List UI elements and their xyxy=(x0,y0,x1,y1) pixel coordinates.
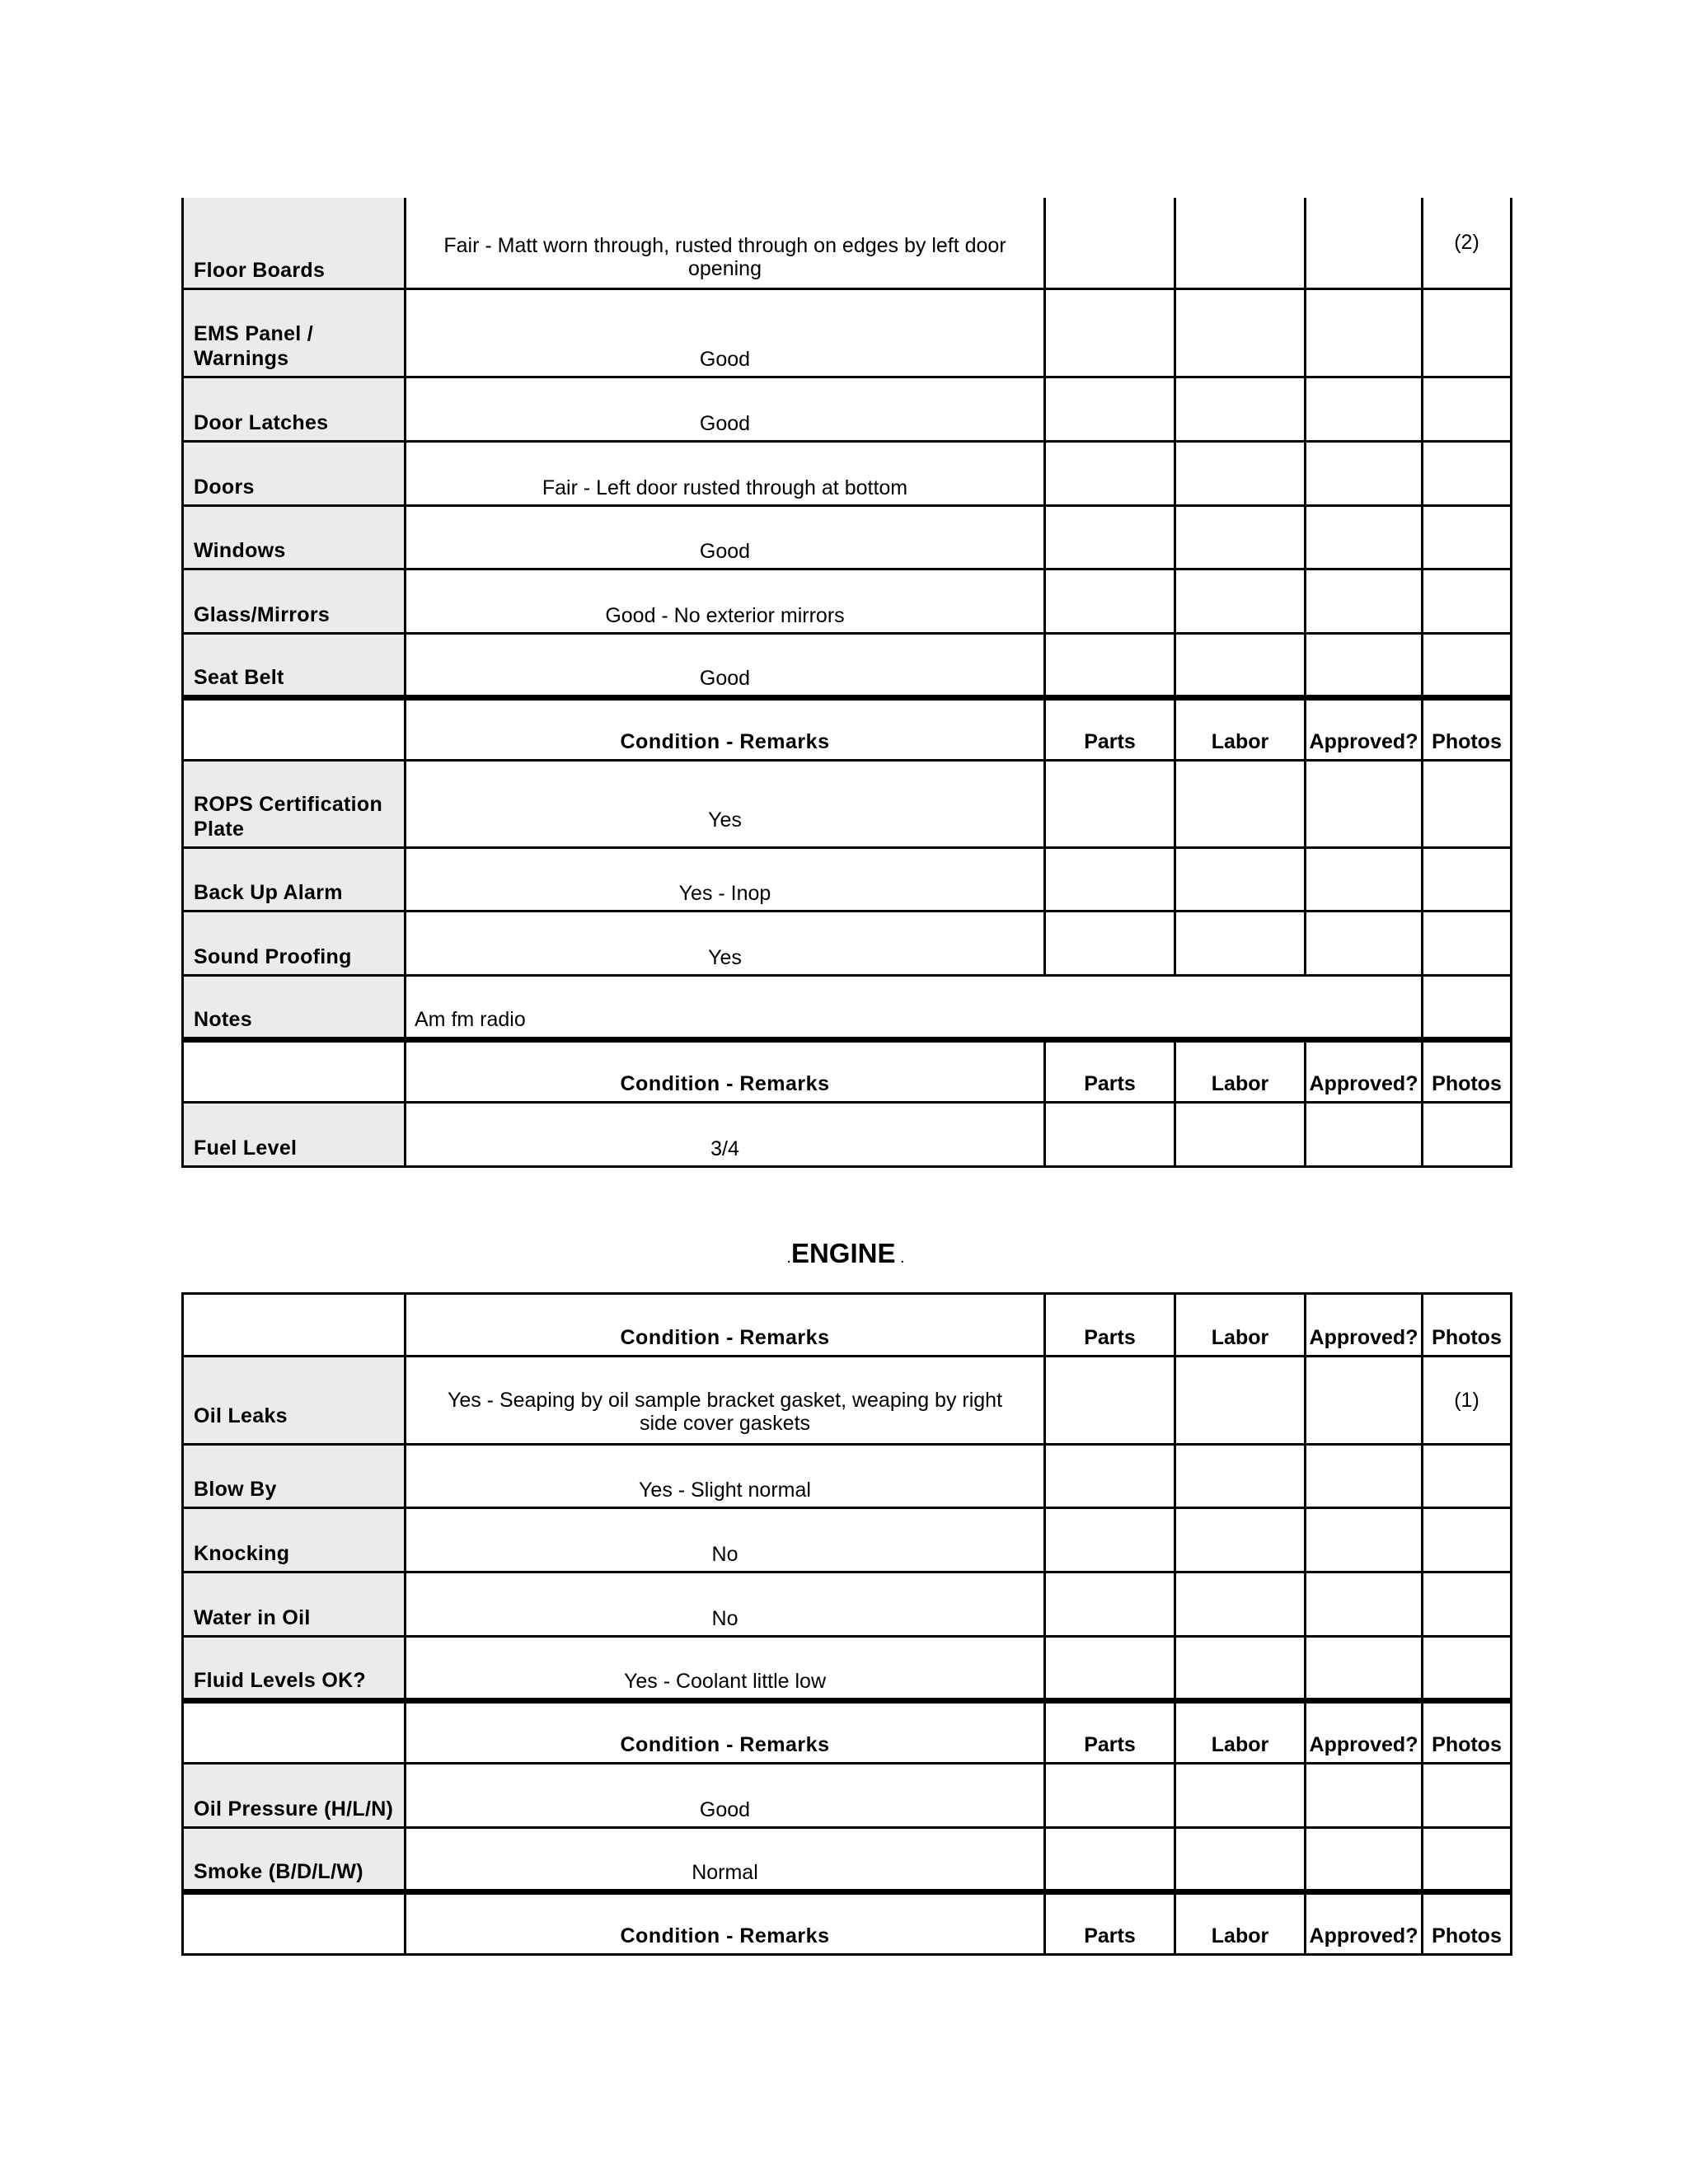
photos-cell xyxy=(1423,1828,1512,1892)
row-label: Blow By xyxy=(183,1445,406,1508)
title-dot: . xyxy=(895,1249,905,1267)
header-condition: Condition - Remarks xyxy=(406,697,1045,760)
approved-cell xyxy=(1306,1445,1423,1508)
header-blank xyxy=(183,1701,406,1764)
labor-cell xyxy=(1175,441,1306,505)
row-label: Fuel Level xyxy=(183,1102,406,1166)
column-header-row xyxy=(183,1039,1512,1102)
table-row xyxy=(183,1102,1512,1166)
row-label: Smoke (B/D/L/W) xyxy=(183,1828,406,1892)
photos-cell xyxy=(1423,569,1512,633)
table-row xyxy=(183,1637,1512,1701)
row-label: Knocking xyxy=(183,1508,406,1572)
column-header-row xyxy=(183,1294,1512,1357)
photos-cell xyxy=(1423,911,1512,975)
photos-cell xyxy=(1423,1445,1512,1508)
photos-cell xyxy=(1423,377,1512,441)
row-label: Windows xyxy=(183,505,406,569)
header-blank xyxy=(183,1039,406,1102)
table-row xyxy=(183,288,1512,377)
header-approved: Approved? xyxy=(1306,1892,1423,1955)
labor-cell xyxy=(1175,1764,1306,1828)
row-label: Floor Boards xyxy=(183,198,406,288)
header-approved: Approved? xyxy=(1306,697,1423,760)
row-label: ROPS Certification Plate xyxy=(183,760,406,847)
parts-cell xyxy=(1045,1764,1175,1828)
approved-cell xyxy=(1306,911,1423,975)
condition-cell: No xyxy=(406,1572,1045,1637)
condition-cell: Yes - Seaping by oil sample bracket gasket, weaping by right side cover gaskets xyxy=(406,1357,1045,1445)
approved-cell xyxy=(1306,569,1423,633)
labor-cell xyxy=(1175,377,1306,441)
header-approved: Approved? xyxy=(1306,1701,1423,1764)
header-labor: Labor xyxy=(1175,697,1306,760)
labor-cell xyxy=(1175,1572,1306,1637)
table-row xyxy=(183,911,1512,975)
header-photos: Photos xyxy=(1423,1039,1512,1102)
header-approved: Approved? xyxy=(1306,1039,1423,1102)
header-condition: Condition - Remarks xyxy=(406,1294,1045,1357)
table-row xyxy=(183,847,1512,911)
header-photos: Photos xyxy=(1423,697,1512,760)
parts-cell xyxy=(1045,569,1175,633)
engine-inspection-table xyxy=(181,1292,1512,1956)
photos-cell xyxy=(1423,441,1512,505)
photos-cell xyxy=(1423,1637,1512,1701)
labor-cell xyxy=(1175,633,1306,697)
condition-cell: Normal xyxy=(406,1828,1045,1892)
parts-cell xyxy=(1045,911,1175,975)
table-row xyxy=(183,1357,1512,1445)
header-parts: Parts xyxy=(1045,1701,1175,1764)
title-dot: . xyxy=(786,1249,791,1267)
notes-row xyxy=(183,975,1512,1039)
approved-cell xyxy=(1306,1828,1423,1892)
row-label: Doors xyxy=(183,441,406,505)
labor-cell xyxy=(1175,1357,1306,1445)
parts-cell xyxy=(1045,377,1175,441)
parts-cell xyxy=(1045,1357,1175,1445)
row-label: Fluid Levels OK? xyxy=(183,1637,406,1701)
table-row xyxy=(183,198,1512,288)
parts-cell xyxy=(1045,760,1175,847)
cab-inspection-table xyxy=(181,198,1512,1168)
parts-cell xyxy=(1045,1828,1175,1892)
approved-cell xyxy=(1306,847,1423,911)
header-parts: Parts xyxy=(1045,697,1175,760)
column-header-row xyxy=(183,1701,1512,1764)
row-label: EMS Panel / Warnings xyxy=(183,288,406,377)
notes-label: Notes xyxy=(183,975,406,1039)
approved-cell xyxy=(1306,1357,1423,1445)
photos-cell xyxy=(1423,288,1512,377)
header-labor: Labor xyxy=(1175,1701,1306,1764)
header-parts: Parts xyxy=(1045,1039,1175,1102)
header-photos: Photos xyxy=(1423,1294,1512,1357)
photos-cell xyxy=(1423,1572,1512,1637)
approved-cell xyxy=(1306,633,1423,697)
table-row xyxy=(183,1828,1512,1892)
approved-cell xyxy=(1306,760,1423,847)
row-label: Sound Proofing xyxy=(183,911,406,975)
approved-cell xyxy=(1306,198,1423,288)
row-label: Seat Belt xyxy=(183,633,406,697)
parts-cell xyxy=(1045,1508,1175,1572)
approved-cell xyxy=(1306,1102,1423,1166)
condition-cell: Yes - Coolant little low xyxy=(406,1637,1045,1701)
header-labor: Labor xyxy=(1175,1294,1306,1357)
photos-cell xyxy=(1423,847,1512,911)
parts-cell xyxy=(1045,633,1175,697)
approved-cell xyxy=(1306,377,1423,441)
section-title-text: ENGINE xyxy=(790,1238,896,1268)
row-label: Glass/Mirrors xyxy=(183,569,406,633)
photos-cell: (2) xyxy=(1423,198,1512,288)
labor-cell xyxy=(1175,1445,1306,1508)
approved-cell xyxy=(1306,288,1423,377)
condition-cell: Fair - Left door rusted through at bottom xyxy=(406,441,1045,505)
row-label: Oil Leaks xyxy=(183,1357,406,1445)
photos-cell xyxy=(1423,760,1512,847)
condition-cell: Fair - Matt worn through, rusted through on edges by left door opening xyxy=(406,198,1045,288)
condition-cell: Yes xyxy=(406,911,1045,975)
header-photos: Photos xyxy=(1423,1892,1512,1955)
section-title-engine xyxy=(181,1238,1510,1269)
photos-cell: (1) xyxy=(1423,1357,1512,1445)
labor-cell xyxy=(1175,288,1306,377)
approved-cell xyxy=(1306,441,1423,505)
labor-cell xyxy=(1175,1637,1306,1701)
parts-cell xyxy=(1045,505,1175,569)
header-parts: Parts xyxy=(1045,1892,1175,1955)
header-approved: Approved? xyxy=(1306,1294,1423,1357)
parts-cell xyxy=(1045,1102,1175,1166)
table-row xyxy=(183,633,1512,697)
row-label: Oil Pressure (H/L/N) xyxy=(183,1764,406,1828)
labor-cell xyxy=(1175,505,1306,569)
table-row xyxy=(183,1764,1512,1828)
table-row xyxy=(183,1508,1512,1572)
condition-cell: Yes xyxy=(406,760,1045,847)
header-condition: Condition - Remarks xyxy=(406,1039,1045,1102)
header-labor: Labor xyxy=(1175,1892,1306,1955)
labor-cell xyxy=(1175,1508,1306,1572)
parts-cell xyxy=(1045,1445,1175,1508)
table-row xyxy=(183,569,1512,633)
labor-cell xyxy=(1175,1828,1306,1892)
condition-cell: Yes - Slight normal xyxy=(406,1445,1045,1508)
row-label: Door Latches xyxy=(183,377,406,441)
condition-cell: Good xyxy=(406,633,1045,697)
header-labor: Labor xyxy=(1175,1039,1306,1102)
labor-cell xyxy=(1175,198,1306,288)
header-blank xyxy=(183,1892,406,1955)
notes-text: Am fm radio xyxy=(406,975,1423,1039)
parts-cell xyxy=(1045,198,1175,288)
parts-cell xyxy=(1045,288,1175,377)
header-blank xyxy=(183,1294,406,1357)
approved-cell xyxy=(1306,1508,1423,1572)
photos-cell xyxy=(1423,1102,1512,1166)
condition-cell: No xyxy=(406,1508,1045,1572)
condition-cell: Yes - Inop xyxy=(406,847,1045,911)
row-label: Water in Oil xyxy=(183,1572,406,1637)
photos-cell xyxy=(1423,1764,1512,1828)
parts-cell xyxy=(1045,1637,1175,1701)
table-row xyxy=(183,760,1512,847)
condition-cell: Good xyxy=(406,288,1045,377)
column-header-row xyxy=(183,1892,1512,1955)
photos-cell xyxy=(1423,1508,1512,1572)
labor-cell xyxy=(1175,911,1306,975)
header-blank xyxy=(183,697,406,760)
table-row xyxy=(183,1445,1512,1508)
labor-cell xyxy=(1175,760,1306,847)
header-parts: Parts xyxy=(1045,1294,1175,1357)
approved-cell xyxy=(1306,1637,1423,1701)
table-row xyxy=(183,377,1512,441)
photos-cell xyxy=(1423,975,1512,1039)
parts-cell xyxy=(1045,847,1175,911)
photos-cell xyxy=(1423,505,1512,569)
labor-cell xyxy=(1175,569,1306,633)
header-condition: Condition - Remarks xyxy=(406,1892,1045,1955)
column-header-row xyxy=(183,697,1512,760)
photos-cell xyxy=(1423,633,1512,697)
row-label: Back Up Alarm xyxy=(183,847,406,911)
condition-cell: Good xyxy=(406,377,1045,441)
table-row xyxy=(183,441,1512,505)
parts-cell xyxy=(1045,441,1175,505)
condition-cell: Good - No exterior mirrors xyxy=(406,569,1045,633)
parts-cell xyxy=(1045,1572,1175,1637)
approved-cell xyxy=(1306,505,1423,569)
table-row xyxy=(183,505,1512,569)
table-row xyxy=(183,1572,1512,1637)
condition-cell: Good xyxy=(406,505,1045,569)
approved-cell xyxy=(1306,1572,1423,1637)
labor-cell xyxy=(1175,847,1306,911)
header-photos: Photos xyxy=(1423,1701,1512,1764)
approved-cell xyxy=(1306,1764,1423,1828)
condition-cell: Good xyxy=(406,1764,1045,1828)
header-condition: Condition - Remarks xyxy=(406,1701,1045,1764)
condition-cell: 3/4 xyxy=(406,1102,1045,1166)
labor-cell xyxy=(1175,1102,1306,1166)
